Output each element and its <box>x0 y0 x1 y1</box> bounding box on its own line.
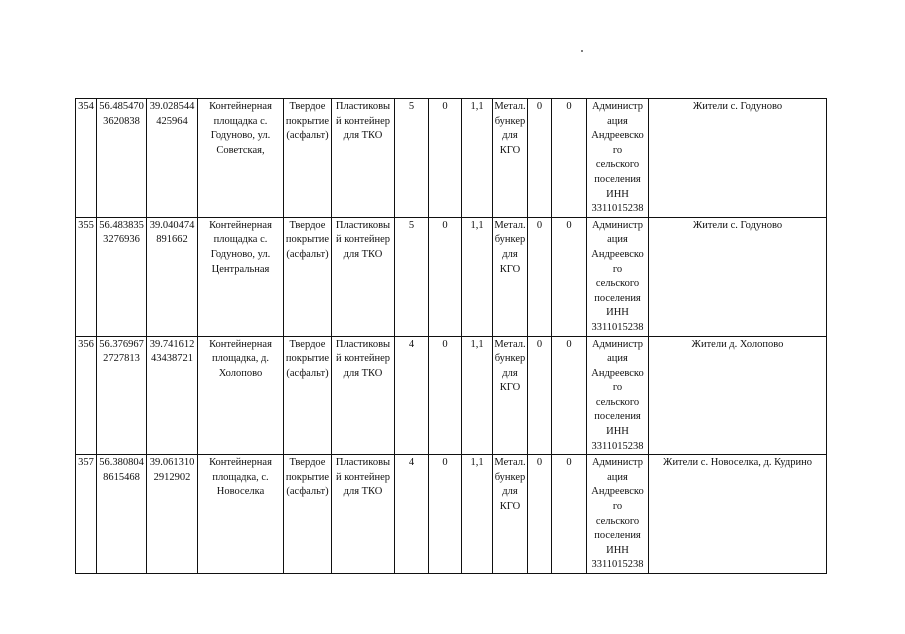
longitude-cell: 39.028544 425964 <box>147 99 198 218</box>
surface-cell: Твердое покрытие (асфальт) <box>284 455 332 574</box>
container-count-cell: 5 <box>395 99 429 218</box>
surface-cell: Твердое покрытие (асфальт) <box>284 336 332 455</box>
latitude-cell: 56.380804 8615468 <box>97 455 147 574</box>
surface-cell: Твердое покрытие (асфальт) <box>284 99 332 218</box>
bunker-count-cell: 0 <box>528 217 552 336</box>
location-cell: Контейнерная площадка, с. Новоселка <box>198 455 284 574</box>
container-count-cell: 4 <box>395 336 429 455</box>
surface-cell: Твердое покрытие (асфальт) <box>284 217 332 336</box>
container-type-cell: Пластиковы й контейнер для ТКО <box>332 336 395 455</box>
residents-cell: Жители д. Холопово <box>649 336 827 455</box>
bunker-count-cell: 0 <box>528 455 552 574</box>
container-type-cell: Пластиковы й контейнер для ТКО <box>332 217 395 336</box>
planned-count-cell: 0 <box>429 217 462 336</box>
residents-cell: Жители с. Годуново <box>649 99 827 218</box>
volume-cell: 1,1 <box>462 99 493 218</box>
bunker-count-cell: 0 <box>528 99 552 218</box>
location-cell: Контейнерная площадка с. Годуново, ул. Советская, <box>198 99 284 218</box>
container-type-cell: Пластиковы й контейнер для ТКО <box>332 99 395 218</box>
latitude-cell: 56.483835 3276936 <box>97 217 147 336</box>
latitude-cell: 56.376967 2727813 <box>97 336 147 455</box>
container-count-cell: 4 <box>395 455 429 574</box>
volume-cell: 1,1 <box>462 336 493 455</box>
bunker-planned-cell: 0 <box>552 455 587 574</box>
table-row <box>76 99 827 218</box>
longitude-cell: 39.040474 891662 <box>147 217 198 336</box>
location-cell: Контейнерная площадка с. Годуново, ул. Центральная <box>198 217 284 336</box>
page-speck <box>581 50 583 52</box>
owner-cell: Администр ация Андреевско го сельского поселения ИНН 3311015238 <box>587 455 649 574</box>
planned-count-cell: 0 <box>429 99 462 218</box>
planned-count-cell: 0 <box>429 455 462 574</box>
bunker-planned-cell: 0 <box>552 217 587 336</box>
table-row <box>76 336 827 455</box>
location-cell: Контейнерная площадка, д. Холопово <box>198 336 284 455</box>
bunker-cell: Метал. бункер для КГО <box>493 217 528 336</box>
longitude-cell: 39.061310 2912902 <box>147 455 198 574</box>
table-row <box>76 217 827 336</box>
bunker-cell: Метал. бункер для КГО <box>493 336 528 455</box>
volume-cell: 1,1 <box>462 455 493 574</box>
table-row <box>76 455 827 574</box>
bunker-cell: Метал. бункер для КГО <box>493 455 528 574</box>
latitude-cell: 56.485470 3620838 <box>97 99 147 218</box>
row-number: 355 <box>76 217 97 336</box>
bunker-planned-cell: 0 <box>552 99 587 218</box>
planned-count-cell: 0 <box>429 336 462 455</box>
volume-cell: 1,1 <box>462 217 493 336</box>
row-number: 356 <box>76 336 97 455</box>
owner-cell: Администр ация Андреевско го сельского поселения ИНН 3311015238 <box>587 336 649 455</box>
residents-cell: Жители с. Новоселка, д. Кудрино <box>649 455 827 574</box>
longitude-cell: 39.741612 43438721 <box>147 336 198 455</box>
container-count-cell: 5 <box>395 217 429 336</box>
bunker-planned-cell: 0 <box>552 336 587 455</box>
bunker-count-cell: 0 <box>528 336 552 455</box>
owner-cell: Администр ация Андреевско го сельского поселения ИНН 3311015238 <box>587 99 649 218</box>
owner-cell: Администр ация Андреевско го сельского поселения ИНН 3311015238 <box>587 217 649 336</box>
residents-cell: Жители с. Годуново <box>649 217 827 336</box>
row-number: 357 <box>76 455 97 574</box>
container-type-cell: Пластиковы й контейнер для ТКО <box>332 455 395 574</box>
bunker-cell: Метал. бункер для КГО <box>493 99 528 218</box>
container-sites-table <box>75 98 827 574</box>
row-number: 354 <box>76 99 97 218</box>
